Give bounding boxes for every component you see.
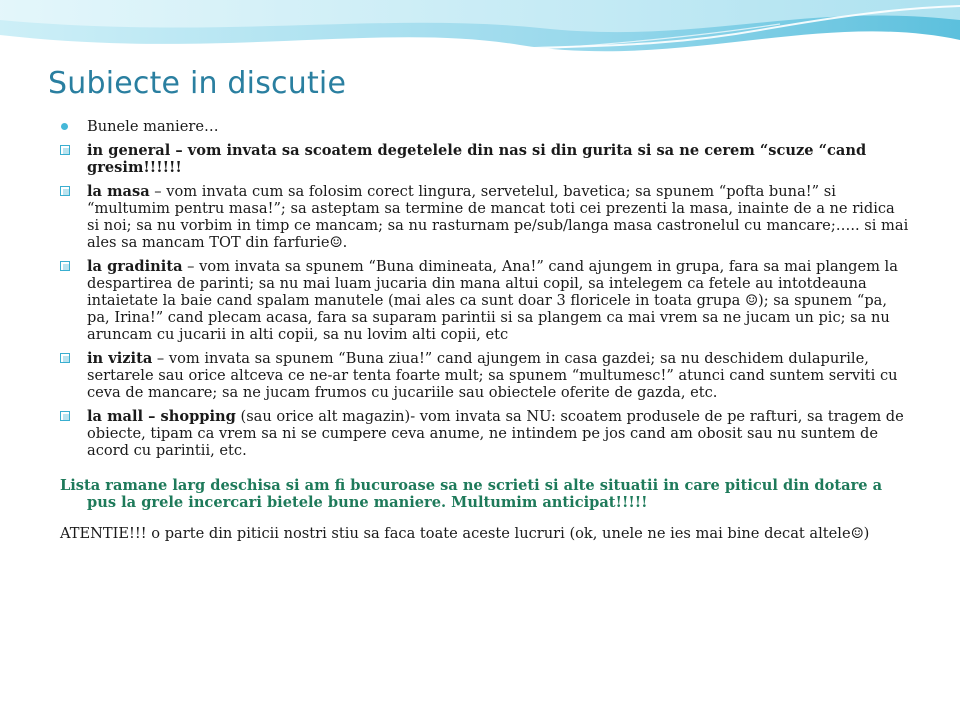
- item-text: (sau orice alt magazin)- vom invata sa NU: scoatem produsele de pe rafturi, sa tragem de obiecte, tipam ca vrem sa ni se cumpere ceva anume, ne intindem pe jos cand am obosit sau nu suntem de acord cu parintii, etc.: [87, 408, 904, 459]
- square-bullet-icon: [60, 261, 70, 271]
- square-bullet-icon: [60, 411, 70, 421]
- list-item: [60, 408, 910, 459]
- item-text: – vom invata sa spunem “Buna ziua!” cand ajungem in casa gazdei; sa nu deschidem dulapurile, sertarele sau orice altceva ce ne-ar tenta foarte mult; sa spunem “multumesc!” atunci cand suntem serviti cu ceva de mancare; sa ne jucam frumos cu jucariile sau obiectele oferite de gazda, etc.: [87, 350, 898, 401]
- list-item: [60, 350, 910, 401]
- list-item: [60, 142, 910, 176]
- slide-body: [60, 118, 910, 542]
- item-heading: la masa: [87, 183, 150, 200]
- square-bullet-icon: [60, 145, 70, 155]
- item-text: – vom invata cum sa folosim corect lingura, servetelul, bavetica; sa spunem “pofta buna!” si “multumim pentru masa!”; sa asteptam sa termine de mancat toti cei prezenti la masa, inainte de a ne ridica si noi; sa nu vorbim in timp ce mancam; sa nu rasturnam pe/sub/langa masa castronelul cu mancare;….. si mai ales sa mancam TOT din farfurie☺.: [87, 183, 909, 251]
- item-text: – vom invata sa scoatem degetelele din nas si din gurita si sa ne cerem “scuze “cand gresim!!!!!!: [87, 142, 867, 176]
- item-heading: la gradinita: [87, 258, 183, 275]
- item-heading: in general: [87, 142, 171, 159]
- item-heading: in vizita: [87, 350, 153, 367]
- list-item: [60, 183, 910, 251]
- item-text: – vom invata sa spunem “Buna dimineata, Ana!” cand ajungem in grupa, fara sa mai plangem la despartirea de parinti; sa nu mai luam jucaria din mana altui copil, sa intelegem ca fetele au intotdeauna intaietate la baie cand spalam manutele (mai ales ca sunt doar 3 floricele in toata grupa ☺); sa spunem “pa, pa, Irina!” cand plecam acasa, fara sa suparam parintii si sa plangem ca mai vrem sa ne jucam un pic; sa nu aruncam cu jucarii in alti copii, sa nu lovim alti copii, etc: [87, 258, 898, 343]
- closing-note: Lista ramane larg deschisa si am fi bucuroase sa ne scrieti si alte situatii in care piticul din dotare a pus la grele incercari bietele bune maniere. Multumim anticipat!!!!!: [60, 477, 883, 511]
- attention-note: ATENTIE!!! o parte din piticii nostri stiu sa faca toate aceste lucruri (ok, unele ne ies mai bine decat altele☺): [60, 525, 870, 542]
- round-bullet-icon: [61, 123, 68, 130]
- item-heading: la mall – shopping: [87, 408, 236, 425]
- square-bullet-icon: [60, 353, 70, 363]
- list-item: [60, 118, 910, 135]
- slide-title: Subiecte in discutie: [48, 66, 347, 101]
- item-text: Bunele maniere…: [87, 118, 219, 135]
- list-item: [60, 258, 910, 343]
- square-bullet-icon: [60, 186, 70, 196]
